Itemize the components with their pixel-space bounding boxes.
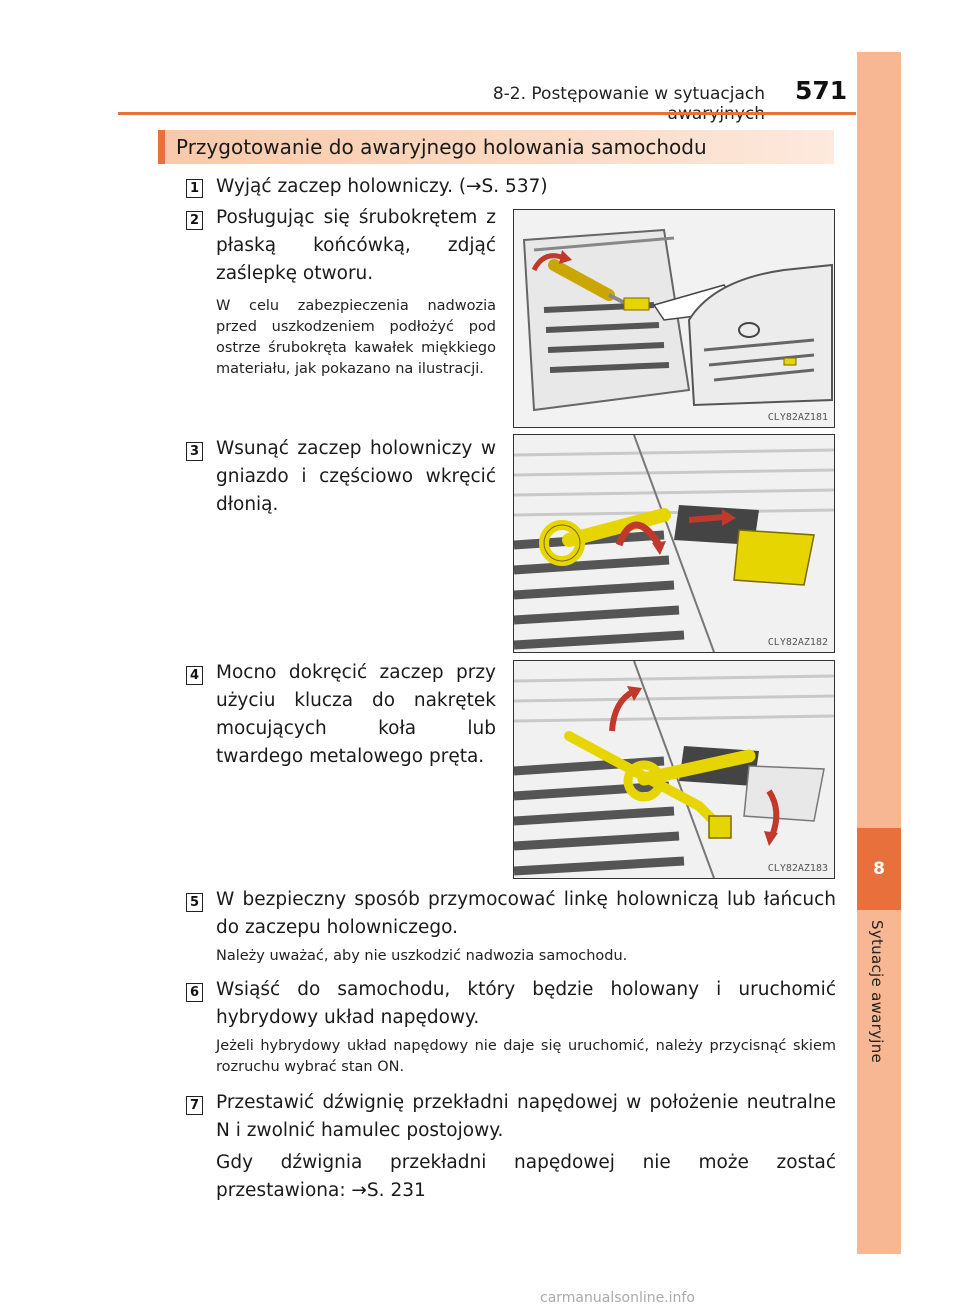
step-6-note: Jeżeli hybrydowy układ napędowy nie daje się uruchomić, należy przycisnąć skiem rozruchu wybrać stan ON. [216,1038,836,1075]
chapter-side-strip [857,52,901,1254]
figure-code: CLY82AZ182 [767,637,828,648]
step-number-6: 6 [186,983,203,1002]
step-7-text-continued: Gdy dźwignia przekładni napędowej nie może zostać przestawiona: →S. 231 [216,1152,836,1201]
figure-code: CLY82AZ183 [767,863,828,874]
footer-watermark: carmanualsonline.info [540,1290,695,1306]
figure-code: CLY82AZ181 [767,412,828,423]
figure-insert-hook-illustration [514,435,834,652]
step-number-1: 1 [186,179,203,198]
step-number-2: 2 [186,211,203,230]
step-2-note: W celu zabezpieczenia nadwozia przed uszkodzeniem podłożyć pod ostrze śrubokręta kawałek miękkiego materiału, jak pokazano na ilustracji. [216,298,496,377]
chapter-number-tab: 8 [857,828,901,910]
figure-remove-cover [513,209,835,428]
step-number-3: 3 [186,442,203,461]
step-number-4: 4 [186,666,203,685]
section-title: Przygotowanie do awaryjnego holowania samochodu [176,135,707,159]
running-header: 8-2. Postępowanie w sytuacjach [492,84,765,104]
step-5-text: W bezpieczny sposób przymocować linkę holowniczą lub łańcuch do zaczepu holowniczego. [216,889,836,938]
figure-remove-cover-illustration [514,210,834,427]
page-number: 571 [795,76,848,105]
step-3-text: Wsunąć zaczep holowniczy w gniazdo i częściowo wkręcić dłonią. [216,438,496,515]
chapter-side-label: Sytuacje awaryjne [868,920,886,1064]
figure-tighten-hook-illustration [514,661,834,878]
step-1-text: Wyjąć zaczep holowniczy. (→S. 537) [216,176,548,197]
section-title-bar [158,130,834,164]
step-number-7: 7 [186,1096,203,1115]
section-title-accent [158,130,165,164]
step-6-text: Wsiąść do samochodu, który będzie holowany i uruchomić hybrydowy układ napędowy. [216,979,836,1028]
figure-tighten-hook [513,660,835,879]
step-7-text: Przestawić dźwignię przekładni napędowej w położenie neutralne N i zwolnić hamulec postojowy. [216,1092,836,1141]
step-5-note: Należy uważać, aby nie uszkodzić nadwozia samochodu. [216,948,628,964]
step-2-text: Posługując się śrubokrętem z płaską końcówką, zdjąć zaślepkę otworu. [216,207,496,284]
step-number-5: 5 [186,893,203,912]
step-4-text: Mocno dokręcić zaczep przy użyciu klucza do nakrętek mocujących koła lub twardego metalowego pręta. [216,662,496,767]
figure-insert-hook [513,434,835,653]
header-rule [118,112,856,115]
